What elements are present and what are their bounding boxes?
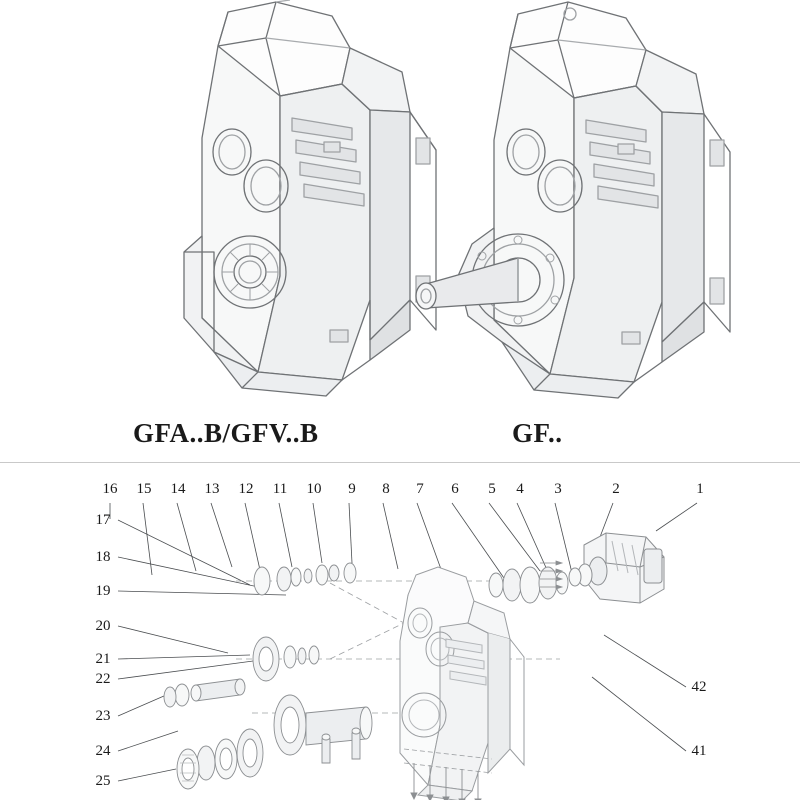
callout-21: 21 xyxy=(95,651,111,667)
caption-gf: GF.. xyxy=(512,418,563,448)
callout-25: 25 xyxy=(95,773,111,789)
exploded-view-area xyxy=(0,463,800,800)
callout-3: 3 xyxy=(554,481,562,497)
callout-42: 42 xyxy=(691,679,707,695)
callout-17: 17 xyxy=(95,512,111,528)
callout-13: 13 xyxy=(204,481,220,497)
callout-12: 12 xyxy=(238,481,254,497)
callout-15: 15 xyxy=(136,481,152,497)
callout-5: 5 xyxy=(488,481,496,497)
callout-6: 6 xyxy=(451,481,459,497)
callout-8: 8 xyxy=(382,481,390,497)
callout-7: 7 xyxy=(416,481,424,497)
callout-24: 24 xyxy=(95,743,111,759)
callout-23: 23 xyxy=(95,708,111,724)
callout-4: 4 xyxy=(516,481,524,497)
callout-19: 19 xyxy=(95,583,111,599)
callout-14: 14 xyxy=(170,481,186,497)
callout-41: 41 xyxy=(691,743,707,759)
callout-18: 18 xyxy=(95,549,111,565)
callout-2: 2 xyxy=(612,481,620,497)
callout-22: 22 xyxy=(95,671,111,687)
callout-9: 9 xyxy=(348,481,356,497)
callout-10: 10 xyxy=(306,481,322,497)
callout-1: 1 xyxy=(696,481,704,497)
callout-11: 11 xyxy=(272,481,288,497)
callout-20: 20 xyxy=(95,618,111,634)
caption-gfa-gfv: GFA..B/GFV..B xyxy=(133,418,319,448)
callout-16: 16 xyxy=(102,481,118,497)
gear-unit-right-drawing xyxy=(390,0,800,410)
exploded-parts-drawing xyxy=(0,463,800,800)
